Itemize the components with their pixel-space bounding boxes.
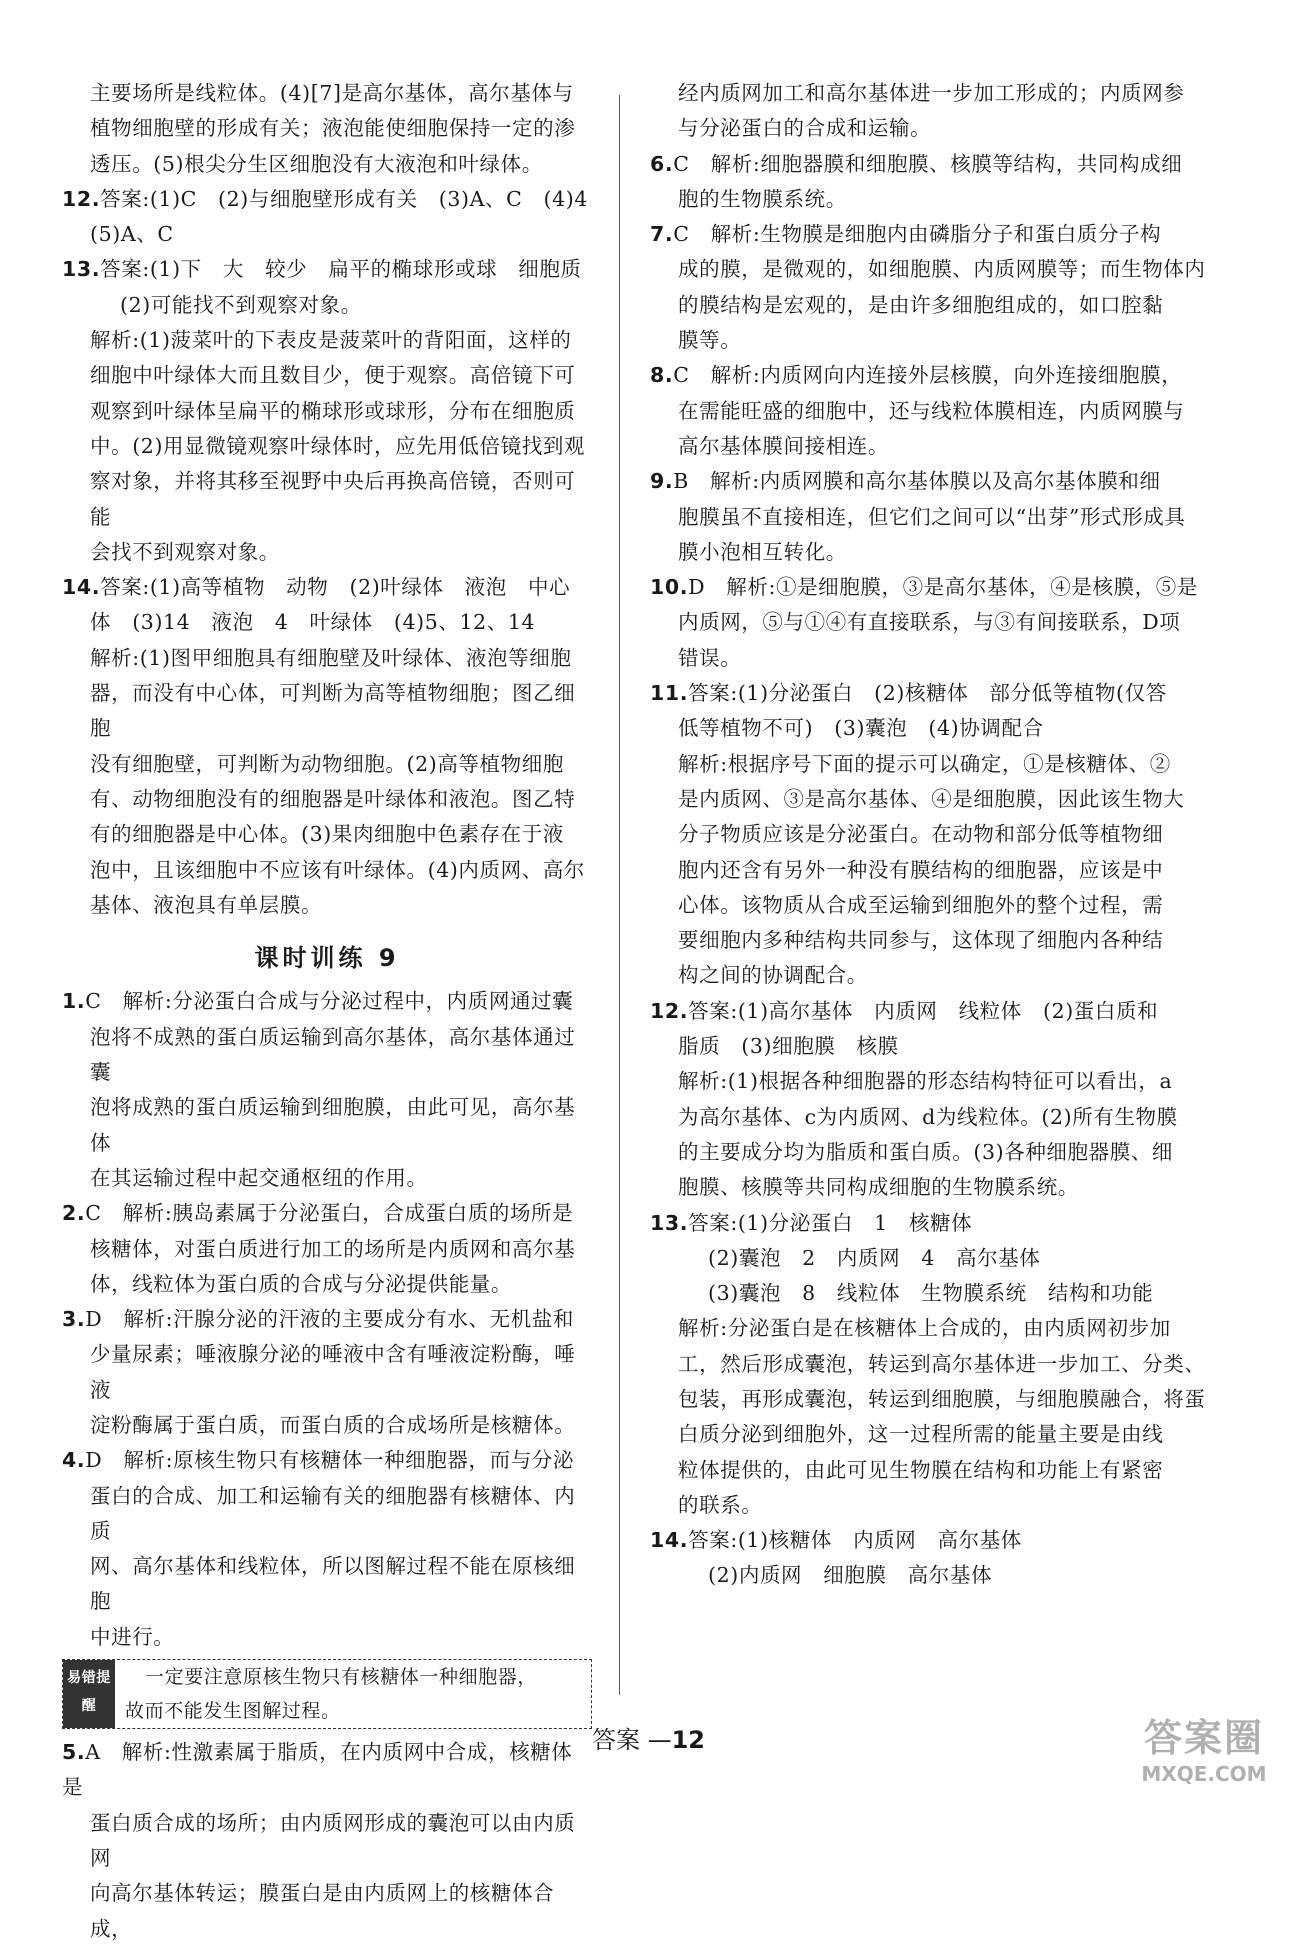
analysis-line: 解析:根据序号下面的提示可以确定，①是核糖体、② [678, 751, 1171, 776]
question-12-answer: 12.答案:(1)C (2)与细胞壁形成有关 (3)A、C (4)4 [62, 186, 589, 211]
analysis-line: 解析:(1)根据各种细胞器的形态结构特征可以看出，a [678, 1069, 1173, 1094]
question-6: 6.C 解析:细胞器膜和细胞膜、核膜等结构，共同构成细 [650, 151, 1183, 176]
question-7: 7.C 解析:生物膜是细胞内由磷脂分子和蛋白质分子构 [650, 222, 1162, 247]
text-line: (3)囊泡 8 线粒体 生物膜系统 结构和功能 [708, 1281, 1154, 1306]
text-line: (2)可能找不到观察对象。 [120, 292, 362, 317]
text-line: 泡中，且该细胞中不应该有叶绿体。(4)内质网、高尔 [90, 857, 586, 882]
text-line: 白质分泌到细胞外，这一过程所需的能量主要是由线 [678, 1422, 1164, 1447]
tip-text [115, 1660, 547, 1728]
question-number: 14. [650, 1528, 689, 1553]
text-line: 是内质网、③是高尔基体、④是细胞膜，因此该生物大 [678, 786, 1185, 811]
tip-line: 故而不能发生图解过程。 [125, 1700, 341, 1723]
text-line: 胞内还含有另外一种没有膜结构的细胞器，应该是中 [678, 857, 1164, 882]
tip-line: 一定要注意原核生物只有核糖体一种细胞器， [145, 1666, 538, 1689]
text-line: (2)内质网 细胞膜 高尔基体 [708, 1563, 993, 1588]
watermark-url: MXQE.COM [1141, 1762, 1267, 1786]
watermark-text: 答案圈 [1143, 1716, 1264, 1760]
question-14-answer: 14.答案:(1)核糖体 内质网 高尔基体 [650, 1528, 1022, 1553]
question-8: 8.C 解析:内质网向内连接外层核膜，向外连接细胞膜， [650, 363, 1183, 388]
question-number: 9. [650, 469, 674, 494]
question-number: 8. [650, 363, 674, 388]
question-5: 5.A 解析:性激素属于脂质，在内质网中合成，核糖体是 [62, 1740, 573, 1800]
text-line: 核糖体，对蛋白质进行加工的场所是内质网和高尔基 [90, 1236, 576, 1261]
question-number: 13. [62, 257, 101, 282]
question-13-answer: 13.答案:(1)下 大 较少 扁平的椭球形或球 细胞质 [62, 257, 582, 282]
text-line: 要细胞内多种结构共同参与，这体现了细胞内各种结 [678, 928, 1164, 953]
text-line: 在需能旺盛的细胞中，还与线粒体膜相连，内质网膜与 [678, 398, 1185, 423]
text-line: 错误。 [678, 645, 742, 670]
question-12-answer: 12.答案:(1)高尔基体 内质网 线粒体 (2)蛋白质和 [650, 998, 1159, 1023]
analysis-line: 解析:分泌蛋白是在核糖体上合成的，由内质网初步加 [678, 1316, 1171, 1341]
question-number: 14. [62, 575, 101, 600]
text-line: 膜等。 [678, 328, 742, 353]
text-line: (2)囊泡 2 内质网 4 高尔基体 [708, 1245, 1041, 1270]
text-line: 会找不到观察对象。 [90, 539, 280, 564]
text-line: 粒体提供的，由此可见生物膜在结构和功能上有紧密 [678, 1457, 1164, 1482]
text-line: 体，线粒体为蛋白质的合成与分泌提供能量。 [90, 1271, 512, 1296]
question-9: 9.B 解析:内质网膜和高尔基体膜以及高尔基体膜和细 [650, 469, 1161, 494]
question-13-answer: 13.答案:(1)分泌蛋白 1 核糖体 [650, 1210, 973, 1235]
text-line: 低等植物不可) (3)囊泡 (4)协调配合 [678, 716, 1044, 741]
text-line: 构之间的协调配合。 [678, 963, 868, 988]
text-line: 向高尔基体转运；膜蛋白是由内质网上的核糖体合成， [90, 1881, 555, 1941]
text-line: 主要场所是线粒体。(4)[7]是高尔基体，高尔基体与 [90, 81, 574, 105]
tip-label-icon: 易错提醒 [63, 1660, 115, 1728]
text-line: 淀粉酶属于蛋白质，而蛋白质的合成场所是核糖体。 [90, 1412, 576, 1437]
column-divider [619, 95, 620, 1695]
question-number: 12. [650, 998, 689, 1023]
question-1: 1.C 解析:分泌蛋白合成与分泌过程中，内质网通过囊 [62, 989, 574, 1014]
text-line: 蛋白质合成的场所；由内质网形成的囊泡可以由内质网 [90, 1810, 576, 1870]
text-line: 经内质网加工和高尔基体进一步加工形成的；内质网参 [678, 81, 1185, 105]
page-footer [0, 1720, 1297, 1755]
text-line: 基体、液泡具有单层膜。 [90, 892, 323, 917]
text-line: 体 (3)14 液泡 4 叶绿体 (4)5、12、14 [90, 610, 536, 635]
text-line: 植物细胞壁的形成有关；液泡能使细胞保持一定的渗 [90, 116, 576, 141]
text-line: 泡将成熟的蛋白质运输到细胞膜，由此可见，高尔基体 [90, 1095, 576, 1155]
text-line: 器，而没有中心体，可判断为高等植物细胞；图乙细胞 [90, 681, 576, 741]
text-line: 蛋白的合成、加工和运输有关的细胞器有核糖体、内质 [90, 1483, 576, 1543]
text-line: (5)A、C [90, 222, 174, 247]
right-column [650, 76, 1208, 1594]
text-line: 网、高尔基体和线粒体，所以图解过程不能在原核细胞 [90, 1554, 576, 1614]
text-line: 高尔基体膜间接相连。 [678, 433, 889, 458]
analysis-line: 解析:(1)图甲细胞具有细胞壁及叶绿体、液泡等细胞 [90, 645, 572, 670]
text-line: 透压。(5)根尖分生区细胞没有大液泡和叶绿体。 [90, 151, 543, 176]
text-line: 分子物质应该是分泌蛋白。在动物和部分低等植物细 [678, 822, 1164, 847]
text-line: 胞膜、核膜等共同构成细胞的生物膜系统。 [678, 1175, 1079, 1200]
question-2: 2.C 解析:胰岛素属于分泌蛋白，合成蛋白质的场所是 [62, 1201, 574, 1226]
question-number: 5. [62, 1740, 86, 1765]
text-line: 少量尿素；唾液腺分泌的唾液中含有唾液淀粉酶，唾液 [90, 1342, 576, 1402]
question-4: 4.D 解析:原核生物只有核糖体一种细胞器，而与分泌 [62, 1448, 575, 1473]
question-10: 10.D 解析:①是细胞膜，③是高尔基体，④是核膜，⑤是 [650, 575, 1198, 600]
text-line: 包装，再形成囊泡，转运到细胞膜，与细胞膜融合，将蛋 [678, 1386, 1206, 1411]
text-line: 膜小泡相互转化。 [678, 539, 847, 564]
text-line: 内质网，⑤与①④有直接联系，与③有间接联系，D项 [678, 610, 1181, 635]
left-column [62, 76, 592, 1947]
text-line: 胞膜虽不直接相连，但它们之间可以“出芽”形式形成具 [678, 504, 1186, 529]
page-number: 12 [671, 1726, 706, 1754]
question-11-answer: 11.答案:(1)分泌蛋白 (2)核糖体 部分低等植物(仅答 [650, 681, 1167, 706]
tip-box [62, 1659, 592, 1729]
text-line: 与分泌蛋白的合成和运输。 [678, 116, 932, 141]
question-3: 3.D 解析:汗腺分泌的汗液的主要成分有水、无机盐和 [62, 1307, 575, 1332]
text-line: 胞的生物膜系统。 [678, 186, 847, 211]
watermark-logo [1129, 1707, 1279, 1786]
text-line: 在其运输过程中起交通枢纽的作用。 [90, 1165, 428, 1190]
footer-label: 答案 [591, 1726, 640, 1754]
section-heading: 课时训练 9 [254, 944, 400, 973]
question-number: 12. [62, 186, 101, 211]
text-line: 中。(2)用显微镜观察叶绿体时，应先用低倍镜找到观 [90, 433, 586, 458]
question-number: 11. [650, 681, 689, 706]
text-line: 心体。该物质从合成至运输到细胞外的整个过程，需 [678, 892, 1164, 917]
text-line: 有的细胞器是中心体。(3)果肉细胞中色素存在于液 [90, 822, 564, 847]
question-number: 4. [62, 1448, 86, 1473]
text-line: 的膜结构是宏观的，是由许多细胞组成的，如口腔黏 [678, 292, 1164, 317]
analysis-line: 解析:(1)菠菜叶的下表皮是菠菜叶的背阳面，这样的 [90, 328, 572, 353]
text-line: 的联系。 [678, 1492, 763, 1517]
text-line: 细胞中叶绿体大而且数目少，便于观察。高倍镜下可 [90, 363, 576, 388]
question-number: 6. [650, 151, 674, 176]
text-line: 的主要成分均为脂质和蛋白质。(3)各种细胞器膜、细 [678, 1139, 1174, 1164]
text-line: 观察到叶绿体呈扁平的椭球形或球形，分布在细胞质 [90, 398, 576, 423]
text-line: 脂质 (3)细胞膜 核膜 [678, 1034, 899, 1059]
question-number: 7. [650, 222, 674, 247]
text-line: 工，然后形成囊泡，转运到高尔基体进一步加工、分类、 [678, 1351, 1206, 1376]
text-line: 为高尔基体、c为内质网、d为线粒体。(2)所有生物膜 [678, 1104, 1178, 1129]
question-number: 10. [650, 575, 689, 600]
question-14-answer: 14.答案:(1)高等植物 动物 (2)叶绿体 液泡 中心 [62, 575, 571, 600]
text-line: 泡将不成熟的蛋白质运输到高尔基体，高尔基体通过囊 [90, 1024, 576, 1085]
text-line: 有、动物细胞没有的细胞器是叶绿体和液泡。图乙特 [90, 786, 576, 811]
question-number: 1. [62, 989, 86, 1014]
text-line: 没有细胞壁，可判断为动物细胞。(2)高等植物细胞 [90, 751, 564, 776]
question-number: 3. [62, 1307, 86, 1332]
text-line: 中进行。 [90, 1624, 175, 1649]
text-line: 察对象，并将其移至视野中央后再换高倍镜，否则可能 [90, 469, 576, 529]
question-number: 2. [62, 1201, 86, 1226]
question-number: 13. [650, 1210, 689, 1235]
text-line: 成的膜，是微观的，如细胞膜、内质网膜等；而生物体内 [678, 257, 1206, 282]
footer-dash: — [647, 1726, 672, 1754]
